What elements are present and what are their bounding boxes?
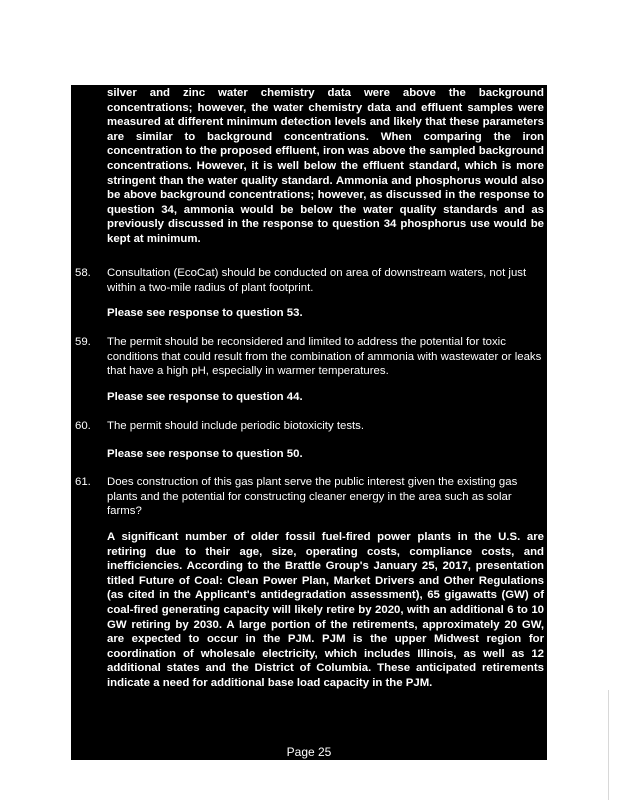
question-58: Consultation (EcoCat) should be conducted on area of downstream waters, not just within a two-mile radius of plant footprint. <box>107 267 527 294</box>
document-page <box>71 85 547 760</box>
page-number: Page 25 <box>286 745 332 759</box>
question-59: The permit should be reconsidered and limited to address the potential for toxic conditions that could result from the combination of ammonia with wastewater or leaks that have a high pH, especially in warmer temperatures. <box>107 336 542 378</box>
continued-response-paragraph: silver and zinc water chemistry data were above the background concentrations; however, the water chemistry data and effluent samples were measured at different minimum detection levels and likely that these parameters are similar to background concentrations. When comparing the iron concentration to the proposed effluent, iron was above the sampled background concentrations. However, it is well below the effluent standard, which is more stringent than the water quality standard. Ammonia and phosphorus would also be above background concentrations; however, as discussed in the response to question 34, ammonia would be below the water quality standards and as previously discussed in the response to question 34 phosphorus use would be kept at minimum. <box>107 87 544 245</box>
item-number-59: 59. <box>75 336 91 348</box>
question-60: The permit should include periodic biotoxicity tests. <box>107 420 365 432</box>
item-number-61: 61. <box>75 476 91 488</box>
question-61: Does construction of this gas plant serve the public interest given the existing gas plants and the potential for constructing cleaner energy in the area such as solar farms? <box>107 476 518 518</box>
response-59: Please see response to question 44. <box>107 391 303 403</box>
item-number-58: 58. <box>75 267 91 279</box>
response-58: Please see response to question 53. <box>107 307 303 319</box>
scan-edge-divider <box>608 690 609 800</box>
item-number-60: 60. <box>75 420 91 432</box>
response-61: A significant number of older fossil fuel-fired power plants in the U.S. are retiring due to their age, size, operating costs, compliance costs, and inefficiencies. According to the Brattle Group's January 25, 2017, presentation titled Future of Coal: Clean Power Plan, Market Drivers and Other Regulations (as cited in the Applicant's antidegradation assessment), 65 gigawatts (GW) of coal-fired generating capacity will likely retire by 2020, with an additional 6 to 10 GW retiring by 2030. A large portion of the retirements, approximately 20 GW, are expected to occur in the PJM. PJM is the upper Midwest region for coordination of wholesale electricity, which includes Illinois, as well as 12 additional states and the District of Columbia. These anticipated retirements indicate a need for additional base load capacity in the PJM. <box>107 531 544 689</box>
response-60: Please see response to question 50. <box>107 448 303 460</box>
